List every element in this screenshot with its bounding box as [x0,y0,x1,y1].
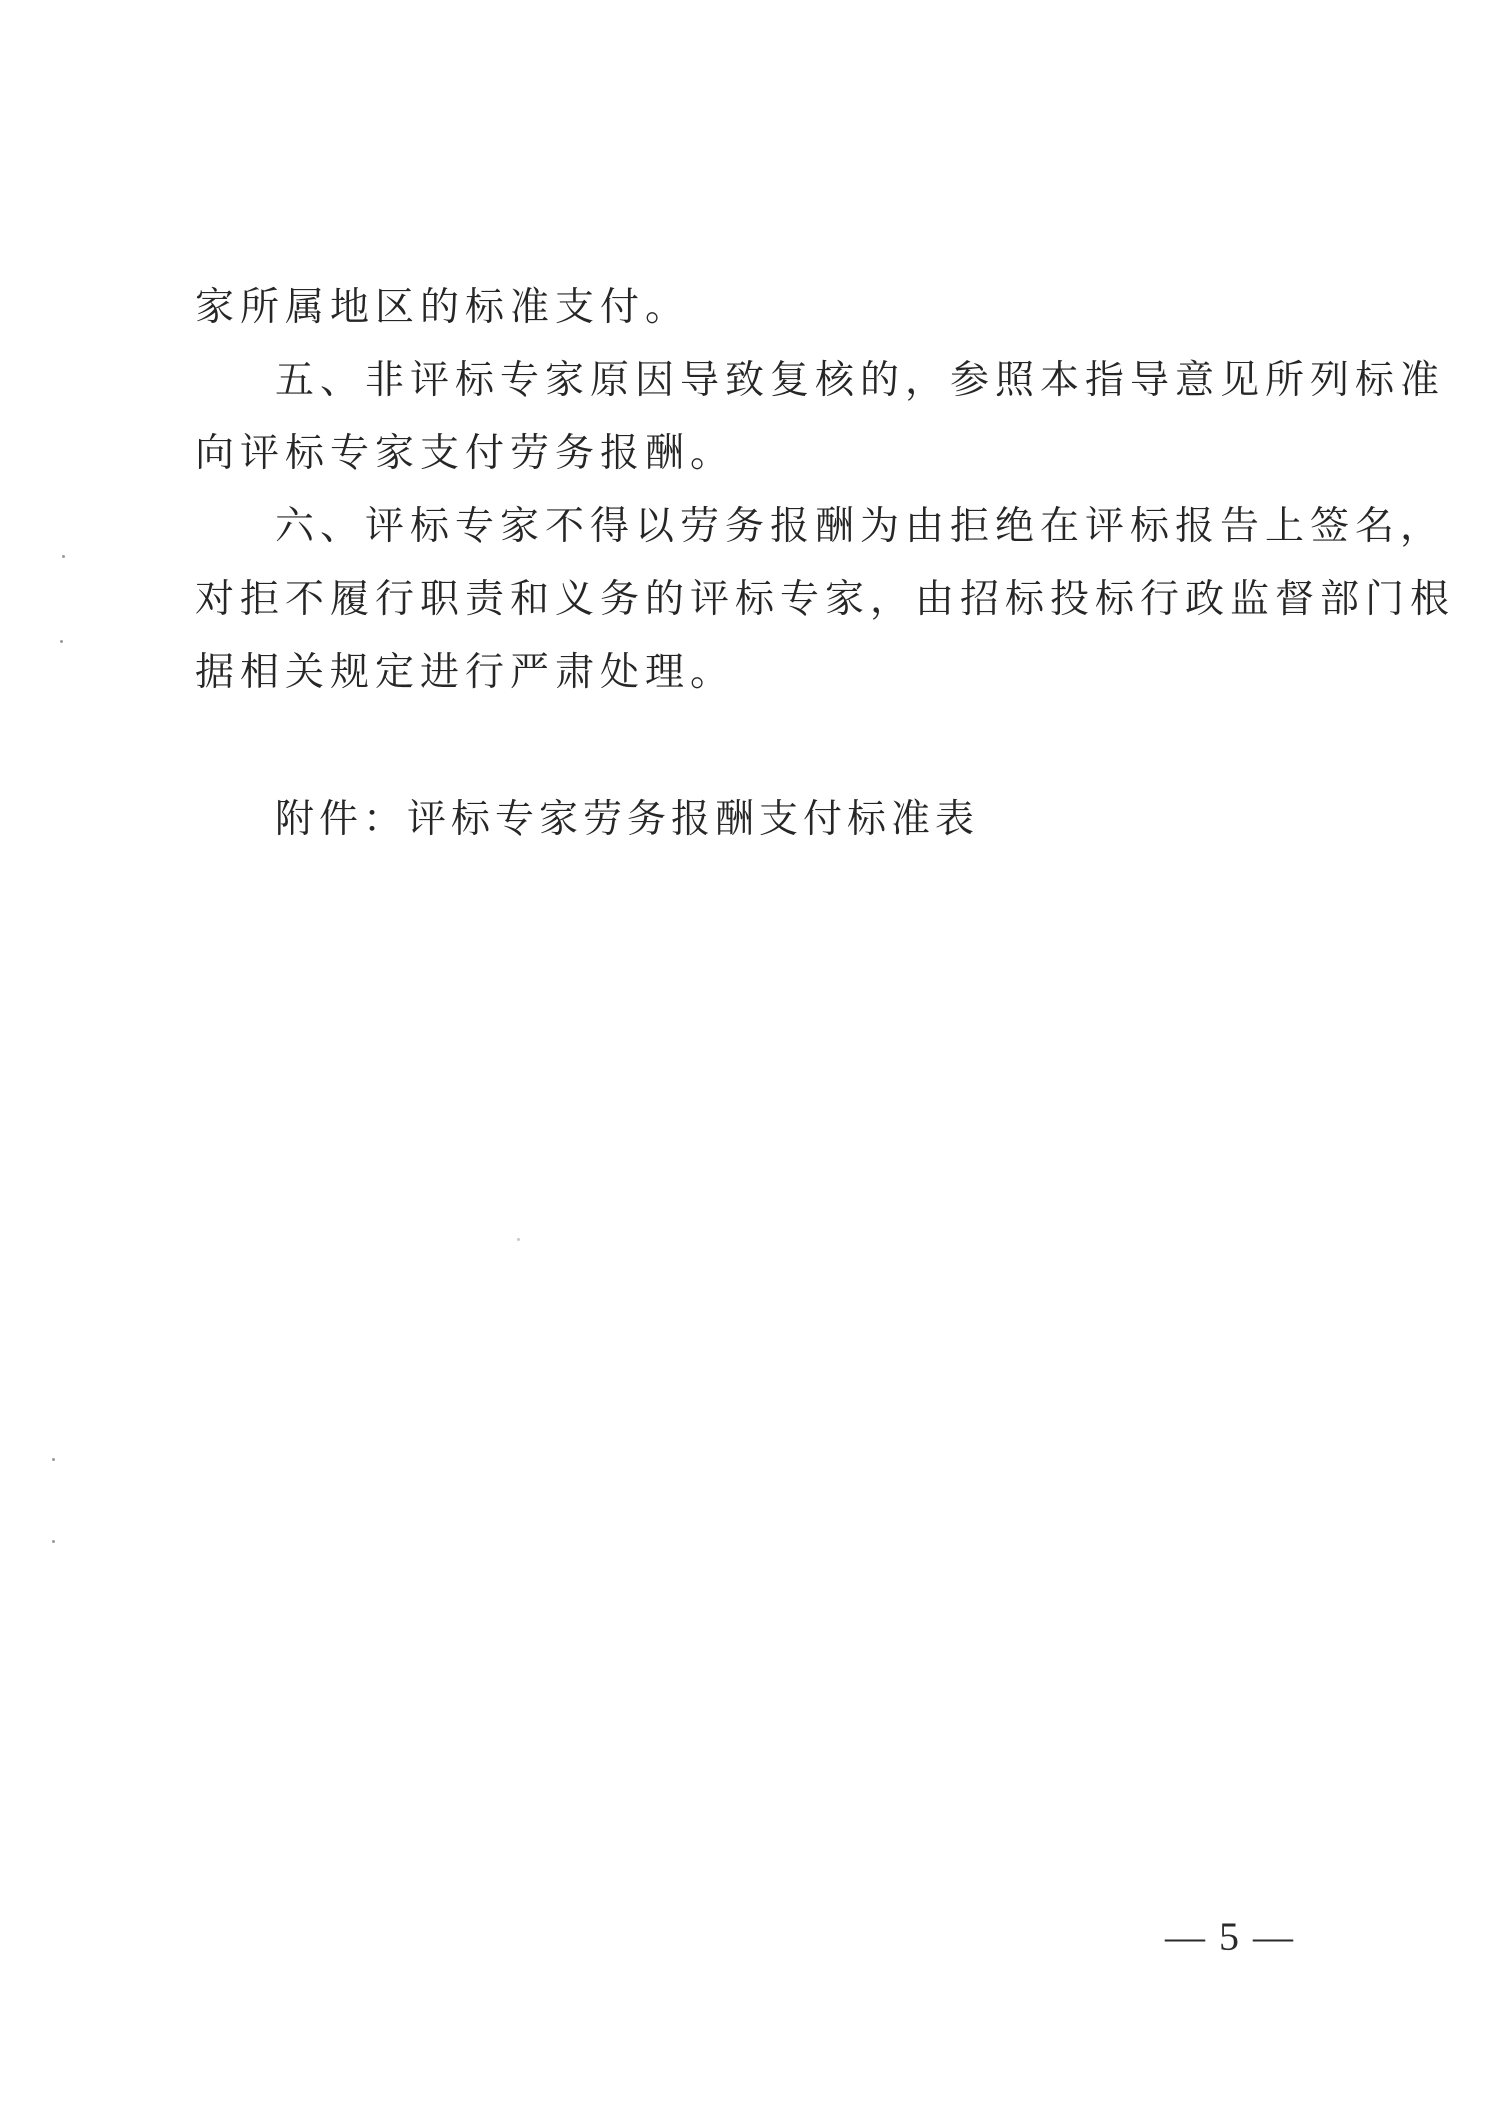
paragraph-six [195,497,1456,716]
scan-speck [52,1540,55,1543]
document-body [195,278,1456,716]
paragraph-five-line-2: 向评标专家支付劳务报酬。 [195,431,736,476]
scan-speck [517,1238,520,1241]
scan-speck [62,555,65,558]
page-number: — 5 — [1165,1914,1295,1959]
paragraph-six-line-3: 据相关规定进行严肃处理。 [195,650,736,695]
scan-speck [52,1458,55,1461]
continuation-line: 家所属地区的标准支付。 [195,285,691,330]
paragraph-six-line-2: 对拒不履行职责和义务的评标专家，由招标投标行政监督部门根 [195,577,1456,622]
attachment-line: 附件：评标专家劳务报酬支付标准表 [275,797,980,842]
scan-speck [60,640,63,643]
paragraph-six-line-1: 六、评标专家不得以劳务报酬为由拒绝在评标报告上签名， [275,504,1446,549]
paragraph-five-line-1: 五、非评标专家原因导致复核的，参照本指导意见所列标准 [275,358,1446,403]
paragraph-five [195,351,1446,497]
